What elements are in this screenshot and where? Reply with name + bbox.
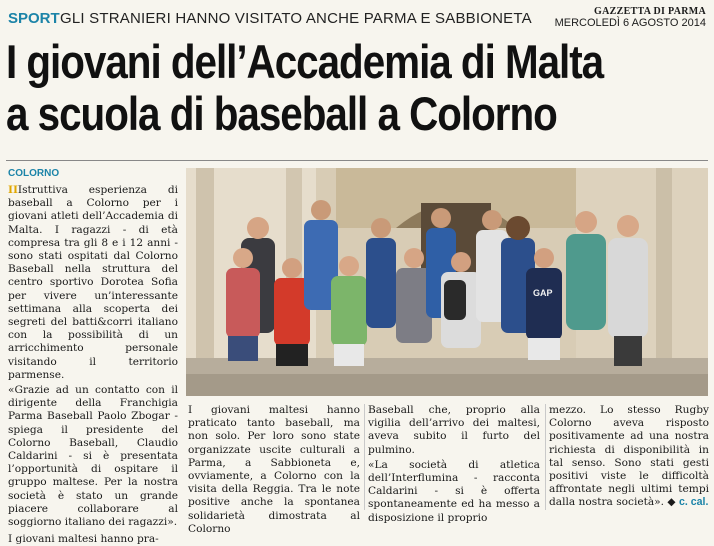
paragraph-3: I giovani maltesi hanno praticato tanto baseball, ma non solo. Per loro sono state organizzate uscite culturali a Parma, a Sabbioneta e, ovviamente, a Colorno con la visita della Reggia. Tra le note positive anche la spontanea solidarietà dimostrata al Colorno (188, 404, 360, 535)
paragraph-5: «La società di atletica dell’Interflumina - racconta Caldarini - si è offerta spontaneamente ed ha messo a disposizione il proprio (368, 458, 540, 524)
section-label: SPORT (8, 10, 60, 27)
column-divider (364, 404, 365, 510)
paragraph-4: Baseball che, proprio alla vigilia dell’arrivo dei maltesi, aveva subito il furto del pulmino. (368, 404, 540, 456)
header-bar (8, 6, 708, 32)
article-column-3 (368, 404, 540, 524)
article-column-4 (549, 404, 709, 512)
group-photo (186, 168, 708, 396)
paragraph-1-text: Istruttiva esperienza di baseball a Colorno per i giovani atleti dell’Accademia di Malta. I ragazzi - di età compresa tra gli 8 e i 12 anni - sono stati ospitati dal Colorno Baseball nella struttura del centro sportivo Dorotea Sofia per vivere un’interessante settimana alla scoperta dei segreti del batti&corri italiano con la possibilità di un arricchimento personale visitando il territorio parmense. (8, 184, 178, 381)
photo-illustration (186, 168, 708, 396)
paragraph-6 (549, 404, 709, 510)
masthead (555, 6, 706, 29)
paragraph-1 (8, 184, 178, 382)
shirt-label: GAP (533, 288, 553, 298)
dateline-location: COLORNO (8, 168, 60, 179)
column-divider (545, 404, 546, 510)
headline-line-1: I giovani dell’Accademia di Malta (6, 35, 604, 88)
headline (6, 36, 608, 140)
kicker: GLI STRANIERI HANNO VISITATO ANCHE PARMA E SABBIONETA (60, 10, 532, 27)
issue-date: MERCOLEDÌ 6 AGOSTO 2014 (554, 17, 706, 29)
headline-line-2: a scuola di baseball a Colorno (6, 87, 557, 140)
author-signature: c. cal. (678, 496, 709, 509)
paragraph-2: «Grazie ad un contatto con il dirigente della Franchigia Parma Baseball Paolo Zbogar - spiega il presidente del Colorno Baseball, Claudio Caldarini - si è presentata l’opportunità di ospitare il gruppo maltese. Per la nostra società è stato un grande piacere collaborare al soggiorno italiano dei ragazzi». (8, 384, 178, 529)
dropcap: II (8, 184, 18, 196)
divider (6, 160, 708, 161)
article-column-1 (8, 184, 178, 546)
article-column-2 (188, 404, 360, 535)
paragraph-3-start: I giovani maltesi hanno pra- (8, 533, 159, 546)
paragraph-6-text: mezzo. Lo stesso Rugby Colorno aveva risposto positivamente ad una nostra richiesta di disponibilità in tal senso. Sono stati gesti positivi viste le difficoltà affrontate negli ultimi tempi dalla nostra società». (549, 404, 709, 509)
author-marker: ◆ (667, 496, 676, 509)
paper-name: GAZZETTA DI PARMA (594, 6, 706, 17)
